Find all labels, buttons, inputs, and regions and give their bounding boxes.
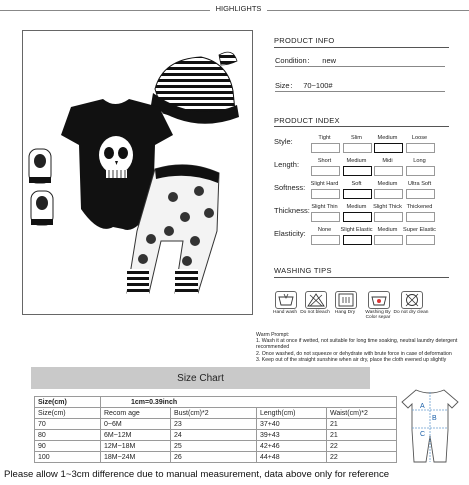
- product-photo-panel: [22, 30, 253, 315]
- diagram-label-a: A: [420, 403, 425, 410]
- cell-age: 12M~18M: [101, 441, 171, 452]
- index-option-label: None: [317, 227, 332, 233]
- condition-row: [275, 55, 336, 66]
- index-option-label: Long: [413, 158, 426, 164]
- skull-mittens: [29, 149, 53, 225]
- cell-size: 70: [35, 419, 101, 430]
- header-row: [35, 408, 397, 419]
- size-label: Size：: [275, 81, 298, 90]
- index-row-label: Thickness:: [274, 206, 310, 215]
- index-option-label: Soft: [351, 181, 362, 187]
- index-option-label: Thickened: [406, 204, 433, 210]
- index-option-label: Medium: [377, 181, 398, 187]
- index-option-box: [311, 212, 340, 222]
- care-label: Washing By Color separ: [365, 310, 391, 320]
- header-rule-right: [267, 10, 469, 11]
- index-option-box: [311, 143, 340, 153]
- index-option-box: [311, 235, 340, 245]
- cell-age: 18M~24M: [101, 452, 171, 463]
- index-option-box: [406, 143, 435, 153]
- condition-underline: [275, 66, 445, 67]
- cell-bust: 23: [171, 419, 257, 430]
- index-option-label: Slim: [351, 135, 362, 141]
- washing-tips-rule: [274, 277, 449, 278]
- cell-length: 37+40: [257, 419, 327, 430]
- table-row: [35, 452, 397, 463]
- cell-length: 44+48: [257, 452, 327, 463]
- size-table: [34, 396, 397, 463]
- cell-bust: 24: [171, 430, 257, 441]
- table-row: [35, 419, 397, 430]
- index-option-box-selected: [343, 166, 372, 176]
- unit-cell-conversion: 1cm=0.39inch: [101, 397, 397, 408]
- size-chart-title: Size Chart: [177, 373, 224, 384]
- header-bust: Bust(cm)*2: [171, 408, 257, 419]
- index-option-box: [374, 189, 403, 199]
- index-option-box: [406, 166, 435, 176]
- index-option-label: Medium: [377, 135, 398, 141]
- index-option-label: Ultra Soft: [407, 181, 432, 187]
- warm-prompt-line-2: 2. Once washed, do not squeeze or dehydrate with brute force in case of deformation: [256, 350, 452, 357]
- index-option-label: Slight Thick: [373, 204, 402, 210]
- table-row: [35, 430, 397, 441]
- cell-length: 42+46: [257, 441, 327, 452]
- cell-waist: 22: [327, 452, 397, 463]
- do-not-bleach-icon: [305, 291, 327, 309]
- index-option-box-selected: [343, 235, 372, 245]
- index-option-box: [311, 189, 340, 199]
- product-photo: [23, 31, 252, 314]
- index-row-label: Elasticity:: [274, 229, 306, 238]
- product-info-title: PRODUCT INFO: [274, 36, 335, 45]
- index-option-box: [406, 235, 435, 245]
- index-option-label: Slight Elastic: [340, 227, 373, 233]
- cell-waist: 22: [327, 441, 397, 452]
- index-option-box: [343, 143, 372, 153]
- cell-age: 0~6M: [101, 419, 171, 430]
- size-row: [275, 80, 333, 91]
- unit-row: [35, 397, 397, 408]
- header-rule-left: [0, 10, 210, 11]
- size-underline: [275, 91, 445, 92]
- header-title: HIGHLIGHTS: [215, 4, 262, 13]
- size-value: 70~100#: [303, 81, 333, 90]
- care-label: Do not bleach: [300, 310, 330, 315]
- warm-prompt-line-3: 3. Keep out of the straight sunshine when air dry, place the cloth evened up slightly: [256, 356, 447, 363]
- do-not-dry-clean-icon: [401, 291, 423, 309]
- size-table-wrap: [34, 396, 397, 463]
- index-option-label: Medium: [346, 158, 367, 164]
- index-option-box: [374, 212, 403, 222]
- index-option-box-selected: [374, 143, 403, 153]
- striped-hat: [151, 52, 239, 124]
- index-option-box-selected: [343, 189, 372, 199]
- index-option-label: Slight Hard: [310, 181, 339, 187]
- index-option-box: [311, 166, 340, 176]
- index-row-label: Style:: [274, 137, 293, 146]
- index-option-label: Loose: [411, 135, 428, 141]
- care-label: Do not dry clean: [393, 310, 429, 315]
- product-index-title: PRODUCT INDEX: [274, 116, 340, 125]
- hand-wash-icon: [275, 291, 297, 309]
- index-option-label: Super Elastic: [403, 227, 436, 233]
- index-option-box: [406, 212, 435, 222]
- table-row: [35, 441, 397, 452]
- cell-waist: 21: [327, 430, 397, 441]
- product-info-rule: [274, 47, 449, 48]
- measurement-note: Please allow 1~3cm difference due to manual measurement, data above only for reference: [4, 469, 390, 480]
- header-size: Size(cm): [35, 408, 101, 419]
- header-age: Recom age: [101, 408, 171, 419]
- warm-prompt-title: Warm Prompt:: [256, 332, 290, 338]
- warm-prompt-line-1: 1. Wash it at once if wetted, not suitable for long time soaking, neutral laundry detergent recommended: [256, 338, 458, 351]
- warm-prompt: [256, 332, 466, 363]
- index-option-label: Medium: [377, 227, 398, 233]
- index-option-box: [374, 166, 403, 176]
- cell-bust: 25: [171, 441, 257, 452]
- index-option-label: Short: [317, 158, 332, 164]
- index-row-label: Length:: [274, 160, 300, 169]
- index-option-label: Medium: [346, 204, 367, 210]
- care-label: Hang Dry: [334, 310, 356, 315]
- hang-dry-icon: [335, 291, 357, 309]
- cell-waist: 21: [327, 419, 397, 430]
- cell-size: 100: [35, 452, 101, 463]
- diagram-label-b: B: [432, 415, 437, 422]
- wash-by-color-icon: [368, 291, 390, 309]
- cell-age: 6M~12M: [101, 430, 171, 441]
- diagram-label-c: C: [420, 431, 426, 438]
- index-option-box-selected: [343, 212, 372, 222]
- header-length: Length(cm): [257, 408, 327, 419]
- header-waist: Waist(cm)*2: [327, 408, 397, 419]
- washing-tips-title: WASHING TIPS: [274, 266, 332, 275]
- index-option-box: [374, 235, 403, 245]
- index-option-label: Slight Thin: [311, 204, 338, 210]
- condition-label: Condition：: [275, 56, 315, 65]
- index-option-label: Midi: [382, 158, 393, 164]
- unit-cell-size: Size(cm): [35, 397, 101, 408]
- cell-length: 39+43: [257, 430, 327, 441]
- measurement-diagram: [392, 386, 468, 466]
- cell-size: 80: [35, 430, 101, 441]
- cell-size: 90: [35, 441, 101, 452]
- cell-bust: 26: [171, 452, 257, 463]
- condition-value: new: [322, 56, 337, 65]
- index-option-box: [406, 189, 435, 199]
- romper-outline-icon: [392, 386, 468, 466]
- care-label: Hand wash: [273, 310, 297, 315]
- index-row-label: Softness:: [274, 183, 306, 192]
- product-index-rule: [274, 126, 449, 127]
- index-option-label: Tight: [318, 135, 331, 141]
